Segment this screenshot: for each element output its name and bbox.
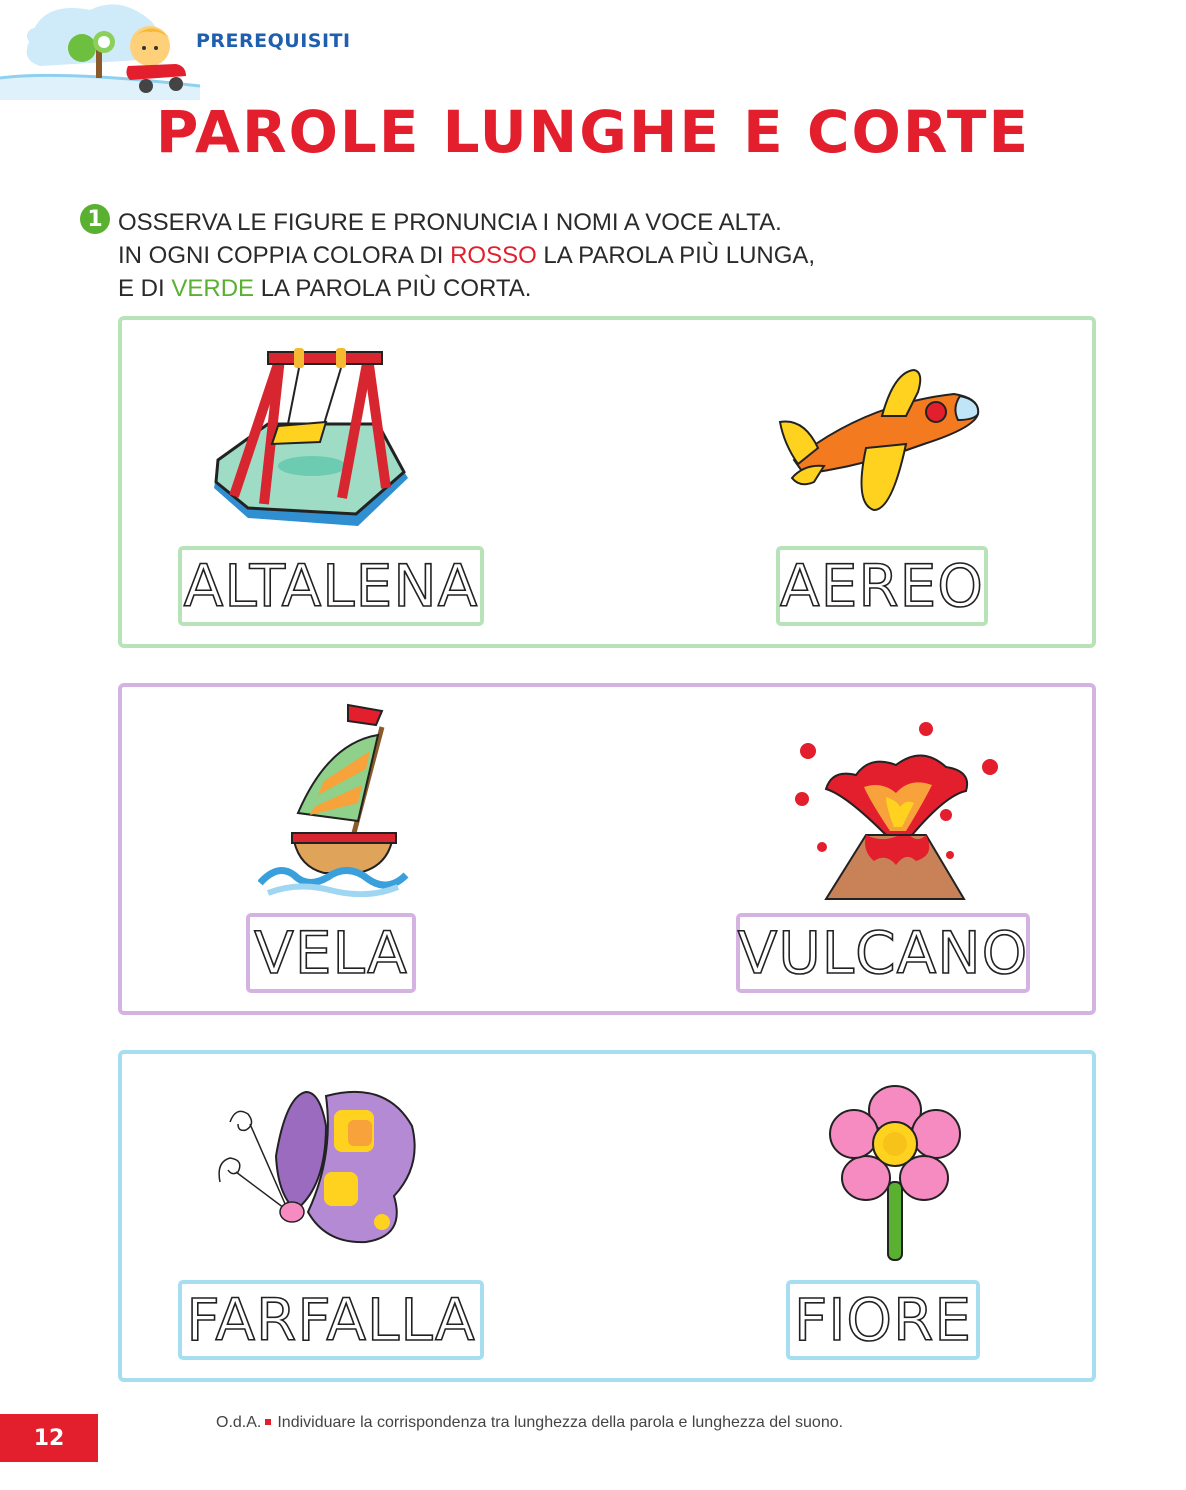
volcano-icon — [786, 715, 1004, 901]
word-box-vulcano[interactable]: VULCANO — [736, 913, 1030, 993]
flower-icon — [828, 1082, 962, 1262]
green-word: VERDE — [171, 275, 255, 302]
word-pair-panel-1 — [118, 316, 1096, 648]
sailboat-icon — [258, 703, 410, 897]
section-label: PREREQUISITI — [196, 30, 351, 52]
airplane-icon — [774, 364, 982, 514]
butterfly-icon — [216, 1086, 420, 1246]
instruction-line-3: E DI VERDE LA PAROLA PIÙ CORTA. — [118, 275, 532, 302]
oda-label: O.d.A. — [216, 1414, 262, 1431]
page-title: PAROLE LUNGHE E CORTE — [155, 98, 1031, 166]
swing-icon — [208, 348, 412, 530]
red-word: ROSSO — [450, 242, 537, 269]
word-pair-panel-3 — [118, 1050, 1096, 1382]
word-box-altalena[interactable]: ALTALENA — [178, 546, 484, 626]
word-box-vela[interactable]: VELA — [246, 913, 416, 993]
word-box-farfalla[interactable]: FARFALLA — [178, 1280, 484, 1360]
instruction-line-2: IN OGNI COPPIA COLORA DI ROSSO LA PAROLA PIÙ LUNGA, — [118, 242, 816, 269]
exercise-number: 1 — [80, 204, 110, 234]
bullet-square-icon — [265, 1419, 271, 1425]
word-box-aereo[interactable]: AEREO — [776, 546, 988, 626]
header-illustration — [0, 0, 200, 100]
oda-text: Individuare la corrispondenza tra lunghezza della parola e lunghezza del suono. — [277, 1414, 844, 1431]
footer-objective — [216, 1414, 843, 1432]
word-box-fiore[interactable]: FIORE — [786, 1280, 980, 1360]
instruction-line-1: OSSERVA LE FIGURE E PRONUNCIA I NOMI A VOCE ALTA. — [118, 209, 782, 236]
page-number: 12 — [0, 1414, 98, 1462]
word-pair-panel-2 — [118, 683, 1096, 1015]
